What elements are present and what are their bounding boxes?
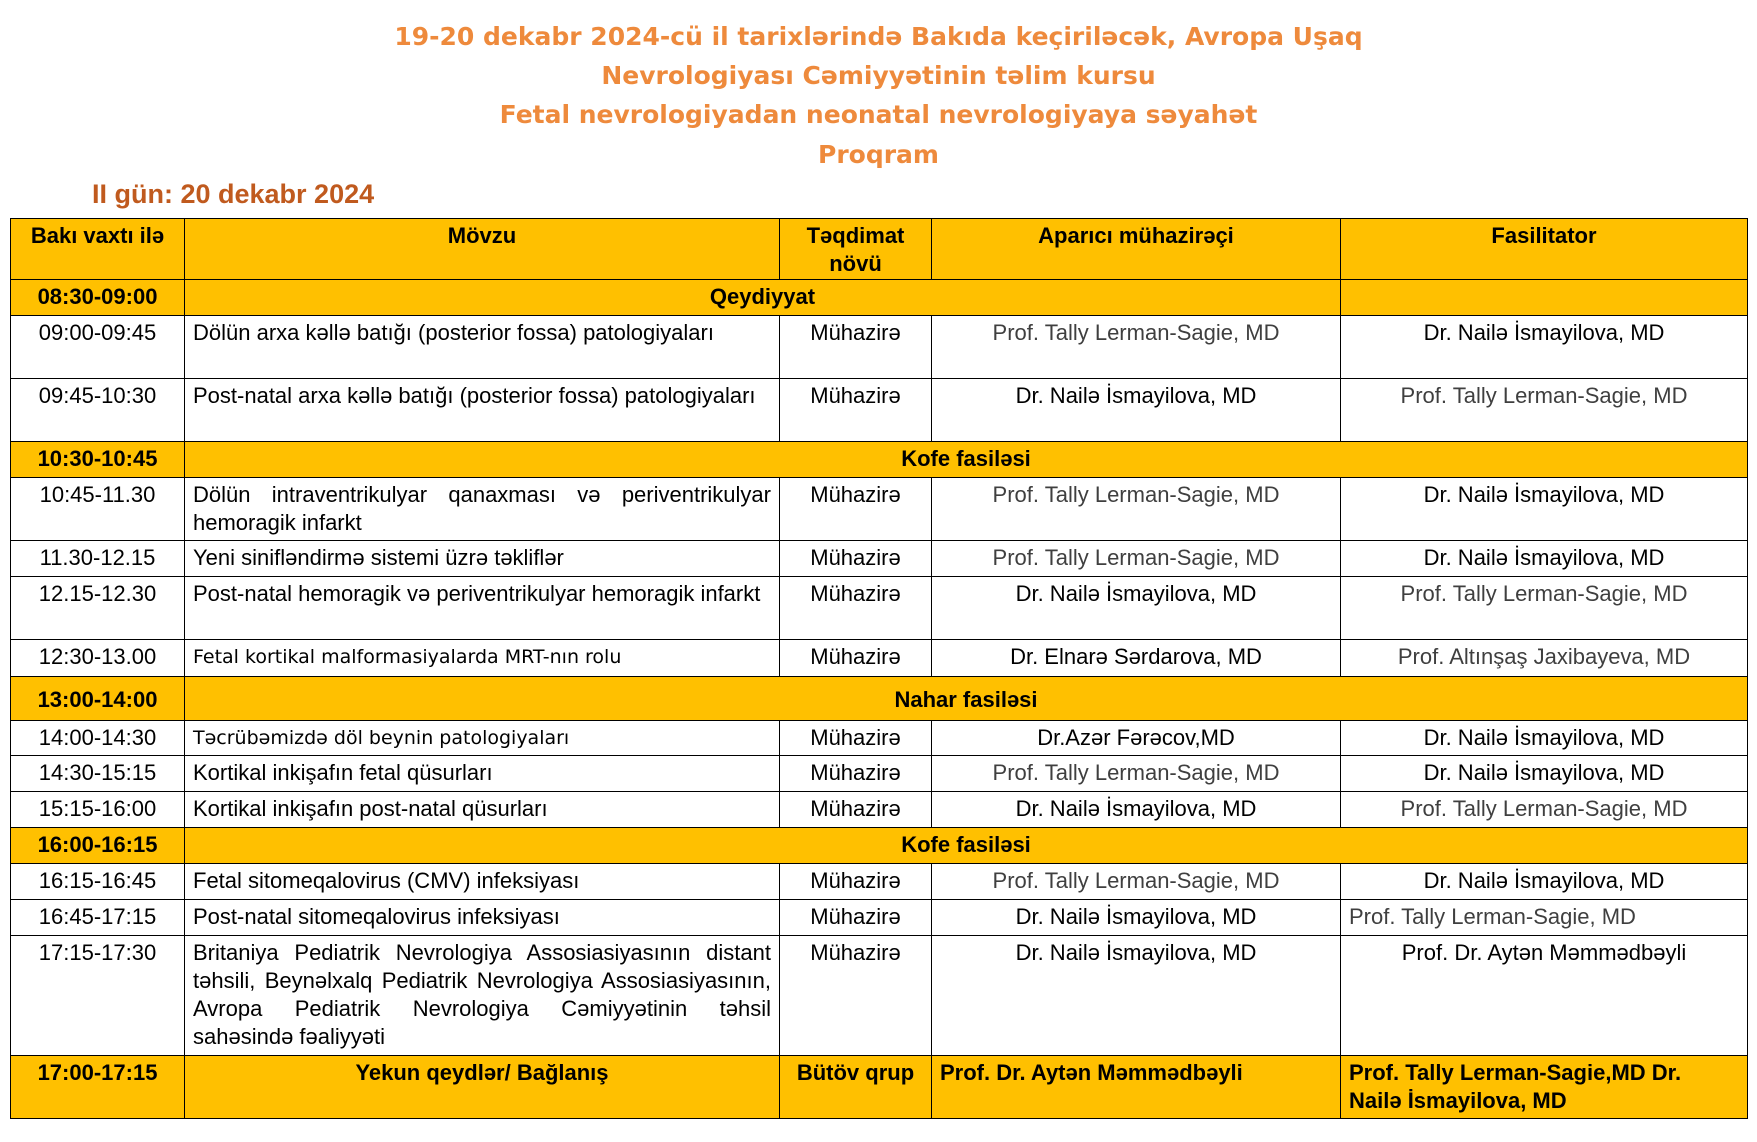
table-row (11, 864, 1748, 900)
lecturer-cell: Dr. Nailə İsmayilova, MD (932, 792, 1341, 828)
table-row (11, 379, 1748, 442)
table-row (11, 640, 1748, 677)
lecturer-cell: Dr. Nailə İsmayilova, MD (932, 900, 1341, 936)
table-header-row (11, 219, 1748, 280)
empty-cell (1341, 280, 1748, 316)
col-header-facilitator: Fasilitator (1341, 219, 1748, 280)
facilitator-cell: Dr. Nailə İsmayilova, MD (1341, 541, 1748, 577)
lecturer-cell: Dr.Azər Fərəcov,MD (932, 721, 1341, 756)
time-cell: 17:00-17:15 (11, 1056, 185, 1119)
facilitator-cell: Dr. Nailə İsmayilova, MD (1341, 864, 1748, 900)
header-line-2: Nevrologiyası Cəmiyyətinin təlim kursu (601, 61, 1156, 90)
table-row (11, 316, 1748, 379)
header-line-4: Proqram (818, 140, 939, 169)
facilitator-cell: Dr. Nailə İsmayilova, MD (1341, 478, 1748, 541)
break-label: Kofe fasiləsi (185, 828, 1748, 864)
table-row (11, 721, 1748, 756)
break-label: Qeydiyyat (185, 280, 1341, 316)
lecturer-cell: Prof. Tally Lerman-Sagie, MD (932, 541, 1341, 577)
time-cell: 16:45-17:15 (11, 900, 185, 936)
type-cell: Mühazirə (780, 316, 932, 379)
header-line-3: Fetal nevrologiyadan neonatal nevrologiyaya səyahət (499, 100, 1258, 129)
topic-cell: Təcrübəmizdə döl beynin patologiyaları (185, 721, 780, 756)
header-line-1: 19-20 dekabr 2024-cü il tarixlərində Bakıda keçiriləcək, Avropa Uşaq (394, 22, 1363, 51)
break-label: Kofe fasiləsi (185, 442, 1748, 478)
topic-cell: Britaniya Pediatrik Nevrologiya Assosiasiyasının distant təhsili, Beynəlxalq Pediatrik Nevrologiya Assosiasiyasının, Avropa Pediatrik Nevrologiya Cəmiyyətinin təhsil sahəsində fəaliyyəti (185, 936, 780, 1056)
break-row (11, 677, 1748, 721)
lecturer-cell: Prof. Dr. Aytən Məmmədbəyli (932, 1056, 1341, 1119)
topic-cell: Post-natal sitomeqalovirus infeksiyası (185, 900, 780, 936)
type-cell: Mühazirə (780, 721, 932, 756)
topic-cell: Dölün arxa kəllə batığı (posterior fossa) patologiyaları (185, 316, 780, 379)
table-row (11, 900, 1748, 936)
type-cell: Mühazirə (780, 478, 932, 541)
time-cell: 10:45-11.30 (11, 478, 185, 541)
time-cell: 10:30-10:45 (11, 442, 185, 478)
break-label: Nahar fasiləsi (185, 677, 1748, 721)
topic-cell: Yekun qeydlər/ Bağlanış (185, 1056, 780, 1119)
facilitator-cell: Prof. Tally Lerman-Sagie, MD (1341, 792, 1748, 828)
topic-cell: Dölün intraventrikulyar qanaxması və periventrikulyar hemoragik infarkt (185, 478, 780, 541)
type-cell: Mühazirə (780, 756, 932, 792)
lecturer-cell: Dr. Elnarə Sərdarova, MD (932, 640, 1341, 677)
lecturer-cell: Prof. Tally Lerman-Sagie, MD (932, 864, 1341, 900)
lecturer-cell: Prof. Tally Lerman-Sagie, MD (932, 316, 1341, 379)
facilitator-cell: Prof. Altınşaş Jaxibayeva, MD (1341, 640, 1748, 677)
facilitator-cell: Prof. Dr. Aytən Məmmədbəyli (1341, 936, 1748, 1056)
topic-cell: Yeni siniflәndirmә sistemi üzrә tәkliflәr (185, 541, 780, 577)
table-row (11, 541, 1748, 577)
break-row (11, 442, 1748, 478)
facilitator-cell: Dr. Nailə İsmayilova, MD (1341, 721, 1748, 756)
type-cell: Mühazirə (780, 577, 932, 640)
lecturer-cell: Dr. Nailə İsmayilova, MD (932, 577, 1341, 640)
facilitator-cell: Prof. Tally Lerman-Sagie, MD (1341, 379, 1748, 442)
col-header-topic: Mövzu (185, 219, 780, 280)
table-row (11, 792, 1748, 828)
time-cell: 16:00-16:15 (11, 828, 185, 864)
type-cell: Mühazirə (780, 900, 932, 936)
time-cell: 17:15-17:30 (11, 936, 185, 1056)
topic-cell: Kortikal inkişafın post-natal qüsurları (185, 792, 780, 828)
closing-row (11, 1056, 1748, 1119)
col-header-time: Bakı vaxtı ilə (11, 219, 185, 280)
time-cell: 16:15-16:45 (11, 864, 185, 900)
time-cell: 13:00-14:00 (11, 677, 185, 721)
topic-cell: Kortikal inkişafın fetal qüsurları (185, 756, 780, 792)
time-cell: 08:30-09:00 (11, 280, 185, 316)
type-cell: Mühazirə (780, 936, 932, 1056)
type-cell: Mühazirə (780, 864, 932, 900)
topic-cell: Post-natal hemoragik və periventrikulyar hemoragik infarkt (185, 577, 780, 640)
time-cell: 15:15-16:00 (11, 792, 185, 828)
table-row (11, 756, 1748, 792)
facilitator-cell: Prof. Tally Lerman-Sagie, MD (1341, 900, 1748, 936)
day-title: II gün: 20 dekabr 2024 (92, 179, 375, 209)
col-header-type: Təqdimat növü (780, 219, 932, 280)
lecturer-cell: Prof. Tally Lerman-Sagie, MD (932, 478, 1341, 541)
program-table (10, 218, 1748, 1119)
lecturer-cell: Dr. Nailə İsmayilova, MD (932, 379, 1341, 442)
facilitator-cell: Dr. Nailə İsmayilova, MD (1341, 316, 1748, 379)
type-cell: Bütöv qrup (780, 1056, 932, 1119)
table-row (11, 478, 1748, 541)
facilitator-cell: Dr. Nailə İsmayilova, MD (1341, 756, 1748, 792)
time-cell: 12:30-13.00 (11, 640, 185, 677)
lecturer-cell: Prof. Tally Lerman-Sagie, MD (932, 756, 1341, 792)
col-header-lecturer: Aparıcı mühazirəçi (932, 219, 1341, 280)
break-row (11, 280, 1748, 316)
lecturer-cell: Dr. Nailə İsmayilova, MD (932, 936, 1341, 1056)
break-row (11, 828, 1748, 864)
time-cell: 09:45-10:30 (11, 379, 185, 442)
table-row (11, 936, 1748, 1056)
type-cell: Mühazirə (780, 379, 932, 442)
time-cell: 14:00-14:30 (11, 721, 185, 756)
time-cell: 12.15-12.30 (11, 577, 185, 640)
facilitator-cell: Prof. Tally Lerman-Sagie, MD (1341, 577, 1748, 640)
topic-cell: Fetal sitomeqalovirus (CMV) infeksiyası (185, 864, 780, 900)
type-cell: Mühazirə (780, 640, 932, 677)
table-row (11, 577, 1748, 640)
topic-cell: Post-natal arxa kəllə batığı (posterior fossa) patologiyaları (185, 379, 780, 442)
topic-cell: Fetal kortikal malformasiyalarda MRT-nın rolu (185, 640, 780, 677)
time-cell: 14:30-15:15 (11, 756, 185, 792)
type-cell: Mühazirə (780, 792, 932, 828)
type-cell: Mühazirə (780, 541, 932, 577)
time-cell: 09:00-09:45 (11, 316, 185, 379)
facilitator-cell: Prof. Tally Lerman-Sagie,MD Dr. Nailə İsmayilova, MD (1341, 1056, 1748, 1119)
time-cell: 11.30-12.15 (11, 541, 185, 577)
